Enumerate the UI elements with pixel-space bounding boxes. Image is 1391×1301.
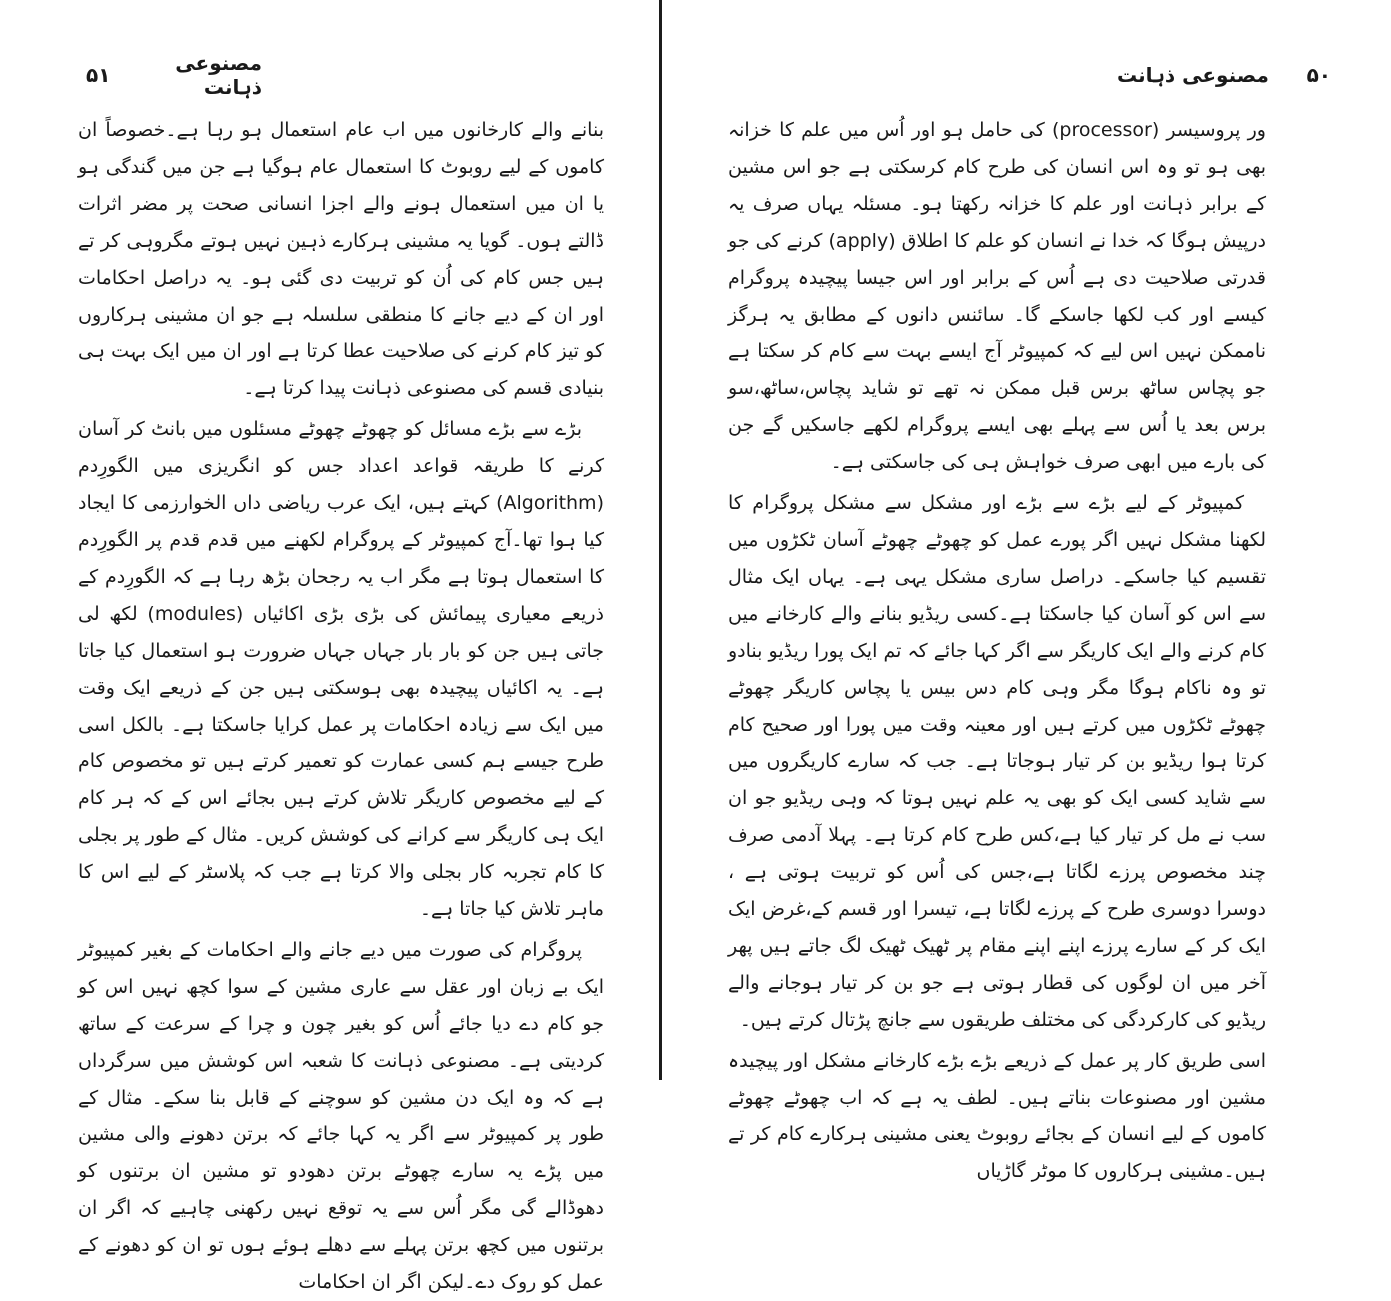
- running-title: مصنوعی ذہانت: [1117, 63, 1269, 87]
- right-page-body: [728, 112, 1266, 1190]
- paragraph: ور پروسیسر (processor) کی حامل ہو اور اُس میں علم کا خزانہ بھی ہو تو وہ اس انسان کی طرح کام کرسکتی ہے جو اس مشین کے برابر ذہانت اور علم کا خزانہ رکھتا ہو۔ مسئلہ یہاں صرف یہ درپیش ہوگا کہ خدا نے انسان کو علم کا اطلاق (apply) کرنے کی جو قدرتی صلاحیت دی ہے اُس کے برابر اور اس جیسا پیچیدہ پروگرام کیسے اور کب لکھا جاسکے گا۔ سائنس دانوں کے مطابق یہ ہرگز ناممکن نہیں اس لیے کہ کمپیوٹر آج ایسے بہت سے کام کر سکتا ہے جو پچاس ساٹھ برس قبل ممکن نہ تھے تو شاید پچاس،ساٹھ،سو برس بعد یا اُس سے پہلے بھی ایسے پروگرام لکھے جاسکیں گے جن کی بارے میں ابھی صرف خواہش ہی کی جاسکتی ہے۔: [727, 119, 1266, 474]
- left-page-header: [86, 51, 262, 99]
- left-page: [0, 0, 659, 1294]
- paragraph: بنانے والے کارخانوں میں اب عام استعمال ہو رہا ہے۔خصوصاً ان کاموں کے لیے روبوٹ کا استعمال عام ہوگیا ہے جن میں گندگی ہو یا ان میں استعمال ہونے والے اجزا انسانی صحت پر مضر اثرات ڈالتے ہوں۔ گویا یہ مشینی ہرکارے ذہین نہیں ہوتے مگروہی کر تے ہیں جس کام کی اُن کو تربیت دی گئی ہو۔ یہ دراصل احکامات اور ان کے دیے جانے کا منطقی سلسلہ ہے جو ان مشینی ہرکاروں کو تیز کام کرنے کی صلاحیت عطا کرتا ہے اور ان میں ایک بہت ہی بنیادی قسم کی مصنوعی ذہانت پیدا کرتا ہے۔: [78, 119, 604, 400]
- page-number: ۵۰: [1306, 63, 1331, 87]
- paragraph: اسی طریق کار پر عمل کے ذریعے بڑے بڑے کارخانے مشکل اور پیچیدہ مشین اور مصنوعات بناتے ہیں۔ لطف یہ ہے کہ اب چھوٹے چھوٹے کاموں کے لیے انسان کے بجائے روبوٹ یعنی مشینی ہرکارے کام کر تے ہیں۔مشینی ہرکاروں کا موٹر گاڑیاں: [728, 1049, 1266, 1183]
- paragraph: بڑے سے بڑے مسائل کو چھوٹے چھوٹے مسئلوں میں بانٹ کر آسان کرنے کا طریقہ قواعد اعداد جس کو انگریزی میں الگورِدم (Algorithm) کہتے ہیں، ایک عرب ریاضی داں الخوارزمی کا ایجاد کیا ہوا تھا۔آج کمپیوٹر کے پروگرام لکھنے میں قدم قدم پر الگورِدم کا استعمال ہوتا ہے مگر اب یہ رجحان بڑھ رہا ہے کہ الگورِدم کے ذریعے معیاری پیمائش کی بڑی بڑی اکائیاں (modules) لکھ لی جاتی ہیں جن کو بار بار جہاں جہاں ضرورت ہو استعمال کیا جاتا ہے۔ یہ اکائیاں پیچیدہ بھی ہوسکتی ہیں جن کے ذریعے ایک وقت میں ایک سے زیادہ احکامات پر عمل کرایا جاسکتا ہے۔ بالکل اسی طرح جیسے ہم کسی عمارت کو تعمیر کرتے ہیں تو مخصوص کام کے لیے مخصوص کاریگر تلاش کرتے ہیں بجائے اس کے کہ ہر کام ایک ہی کاریگر سے کرانے کی کوشش کریں۔ مثال کے طور پر بجلی کا کام تجربہ کار بجلی والا کرتا ہے جب کہ پلاسٹر کے لیے اس کا ماہر تلاش کیا جاتا ہے۔: [78, 418, 604, 921]
- right-page-header: [1117, 58, 1331, 92]
- running-title: مصنوعی ذہانت: [175, 51, 262, 99]
- right-page: [662, 0, 1391, 1183]
- page-number: ۵۱: [86, 63, 111, 87]
- paragraph: کمپیوٹر کے لیے بڑے سے بڑے اور مشکل سے مشکل پروگرام کا لکھنا مشکل نہیں اگر پورے عمل کو چھوٹے چھوٹے آسان ٹکڑوں میں تقسیم کیا جاسکے۔ دراصل ساری مشکل یہی ہے۔ یہاں ایک مثال سے اس کو آسان کیا جاسکتا ہے۔کسی ریڈیو بنانے والے کارخانے میں کام کرنے والے ایک کاریگر سے اگر کہا جائے کہ تم ایک پورا ریڈیو بنادو تو وہ ناکام ہوگا مگر وہی کام دس بیس یا پچاس کاریگر چھوٹے چھوٹے ٹکڑوں میں کرتے ہیں اور معینہ وقت میں پورا اور صحیح کام کرتا ہوا ریڈیو بن کر تیار ہوجاتا ہے۔ جب کہ سارے کاریگروں میں سے شاید کسی ایک کو بھی یہ علم نہیں ہوتا کہ وہی ریڈیو جو ان سب نے مل کر تیار کیا ہے،کس طرح کام کرتا ہے۔ پہلا آدمی صرف چند مخصوص پرزے لگاتا ہے،جس کی اُس کو تربیت ہوتی ہے ، دوسرا دوسری طرح کے پرزے لگاتا ہے، تیسرا اور قسم کے،غرض ایک ایک کر کے سارے پرزے اپنے اپنے مقام پر ٹھیک ٹھیک لگ جاتے ہیں پھر آخر میں ان لوگوں کی قطار ہوتی ہے جو بن کر تیار ہوجانے والے ریڈیو کی کارکردگی کی مختلف طریقوں سے جانچ پڑتال کرتے ہیں۔: [728, 492, 1266, 1031]
- left-page-body: [78, 112, 604, 1301]
- paragraph: پروگرام کی صورت میں دیے جانے والے احکامات کے بغیر کمپیوٹر ایک بے زبان اور عقل سے عاری مشین کے سوا کچھ نہیں اس کو جو کام دے دیا جائے اُس کو بغیر چون و چرا کے سرعت کے ساتھ کردیتی ہے۔ مصنوعی ذہانت کا شعبہ اس کوشش میں سرگرداں ہے کہ وہ ایک دن مشین کو سوچنے کے قابل بنا سکے۔ مثال کے طور پر کمپیوٹر سے اگر یہ کہا جائے کہ برتن دھونے والی مشین میں پڑے یہ سارے چھوٹے برتن دھودو تو مشین ان برتنوں کو دھوڈالے گی مگر اُس سے یہ توقع نہیں رکھنی چاہیے کہ اگر ان برتنوں میں کچھ برتن پہلے سے دھلے ہوئے ہوں تو ان کو دھونے کے عمل کو روک دے۔لیکن اگر ان احکامات: [78, 938, 604, 1294]
